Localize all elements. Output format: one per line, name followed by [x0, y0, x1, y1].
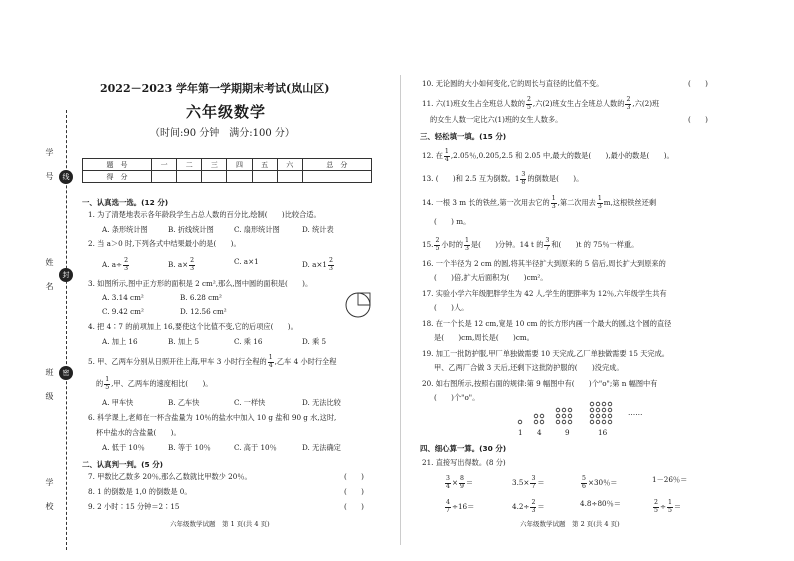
score-table	[82, 158, 372, 183]
score-cell: 二	[177, 159, 202, 171]
score-input-cell[interactable]	[177, 171, 202, 183]
section-4-title: 四、细心算一算。(30 分)	[420, 444, 507, 453]
question-18-line-2: 是( )cm,周长是( )cm。	[434, 333, 534, 342]
calc-7: 4.8÷80％＝	[580, 499, 621, 508]
score-cell: 四	[227, 159, 252, 171]
q9-answer-blank[interactable]: ( )	[344, 502, 364, 511]
exam-title: 2022－2023 学年第一学期期末考试(岚山区)	[100, 82, 330, 95]
q5-option-d: D. 无法比较	[302, 398, 341, 407]
q1-option-c: C. 扇形统计图	[234, 225, 280, 234]
q2-option-a: A. a÷ $\frac{2}{3}$	[102, 257, 129, 272]
q11-answer-blank[interactable]: ( )	[688, 115, 708, 124]
q4-option-b: B. 加上 5	[168, 337, 200, 346]
calc-6: 4.2÷ $\frac{2}{3}$ ＝	[512, 499, 545, 514]
score-input-cell[interactable]	[227, 171, 252, 183]
question-6-line-1: 6. 科学课上,老师在一杯含盐量为 10％的盐水中加入 10 g 盐和 90 g 水,这时,	[88, 413, 337, 422]
q3-option-a: A. 3.14 cm²	[102, 293, 144, 302]
q3-option-d: D. 12.56 cm²	[180, 307, 227, 316]
pattern-label-9: 9	[565, 428, 570, 437]
binding-label-student-number: 学 号	[45, 148, 54, 184]
question-16-line-2: ( )倍,扩大后面积为( )cm²。	[434, 273, 548, 282]
section-2-title: 二、认真判一判。(5 分)	[82, 460, 163, 469]
score-cell: 一	[152, 159, 177, 171]
page-2-footer: 六年级数学试题 第 2 页(共 4 页)	[520, 520, 620, 528]
question-14-line-1: 14. 一根 3 m 长的铁丝,第一次用去它的 $\frac{1}{3}$ ,第二次用去 $\frac{1}{3}$ m,这根铁丝还剩	[422, 195, 657, 210]
pattern-label-4: 4	[537, 428, 542, 437]
binding-label-class: 班 级	[45, 368, 54, 404]
question-14-line-2: ( ) m。	[434, 217, 471, 226]
q4-option-c: C. 乘 16	[234, 337, 263, 346]
score-input-cell[interactable]	[302, 171, 371, 183]
question-20-line-2: ( )个"o"。	[434, 393, 480, 402]
calc-2: 3.5× $\frac{3}{7}$ ＝	[512, 475, 545, 490]
question-3: 3. 如图所示,图中正方形的面积是 2 cm²,那么,图中圆的面积是( )。	[88, 279, 313, 288]
circle-square-figure	[344, 291, 372, 319]
seal-char-seal: 封	[59, 268, 73, 282]
seal-char-line: 线	[59, 170, 73, 184]
q4-option-d: D. 乘 5	[302, 337, 327, 346]
calc-4: 1－26％＝	[652, 475, 688, 484]
question-19-line-1: 19. 加工一批防护服,甲厂单独做需要 10 天完成,乙厂单独做需要 15 天完成。	[422, 349, 669, 358]
question-19-line-2: 甲、乙两厂合做 3 天后,还剩下这批防护服的( )没完成。	[434, 363, 624, 372]
q5-option-c: C. 一样快	[234, 398, 266, 407]
question-17-line-1: 17. 实验小学六年级肥胖学生为 42 人,学生的肥胖率为 12％,六年级学生共有	[422, 289, 667, 298]
question-15: 15. $\frac{2}{5}$ 小时的 $\frac{1}{3}$ 是( )分钟。14 t 的 $\frac{3}{7}$ 和( )t 的 75％一样重。	[422, 237, 639, 252]
question-11-line-1: 11. 六(1)班女生占全班总人数的 $\frac{2}{5}$ ,六(2)班女生占全班总人数的 $\frac{2}{3}$ ,六(2)班	[422, 96, 660, 111]
calc-3: $\frac{5}{6}$ ×30％＝	[582, 475, 618, 490]
q6-option-d: D. 无法确定	[302, 443, 341, 452]
score-table-score-row	[83, 171, 372, 183]
score-input-cell[interactable]	[152, 171, 177, 183]
calc-8: $\frac{2}{5}$ ÷ $\frac{1}{5}$ ＝	[654, 499, 682, 514]
q6-option-b: B. 等于 10％	[168, 443, 211, 452]
question-21: 21. 直接写出得数。(8 分)	[422, 458, 506, 467]
question-20-line-1: 20. 如右图所示,按照右面的规律:第 9 幅图中有( )个"o";第 n 幅图中有	[422, 379, 658, 388]
section-1-title: 一、认真选一选。(12 分)	[82, 198, 169, 207]
q3-option-c: C. 9.42 cm²	[102, 307, 144, 316]
question-1: 1. 为了清楚地表示各年龄段学生占总人数的百分比,绘制( )比较合适。	[88, 210, 321, 219]
question-18-line-1: 18. 在一个长是 12 cm,宽是 10 cm 的长方形内画一个最大的圆,这个圆的直径	[422, 319, 672, 328]
question-12: 12. 在 $\frac{1}{4}$ ,2.05％,0.205,2.5 和 2.05 中,最大的数是( ),最小的数是( )。	[422, 148, 674, 163]
question-10: 10. 无论圆的大小如何变化,它的周长与直径的比值不变。	[422, 79, 604, 88]
q2-option-b: B. a× $\frac{2}{3}$	[168, 257, 195, 272]
q6-option-a: A. 低于 10％	[102, 443, 145, 452]
q4-option-a: A. 加上 16	[102, 337, 138, 346]
question-13: 13. ( )和 2.5 互为倒数。1 $\frac{3}{8}$ 的倒数是( )。	[422, 171, 584, 186]
score-input-cell[interactable]	[277, 171, 302, 183]
q5-option-b: B. 乙车快	[168, 398, 200, 407]
page-divider	[400, 75, 401, 545]
question-17-line-2: ( )人。	[434, 303, 469, 312]
question-2: 2. 当 a＞0 时,下列各式中结果最小的是( )。	[88, 239, 241, 248]
seal-char-secret: 密	[59, 366, 73, 380]
q1-option-d: D. 统计表	[302, 225, 334, 234]
pattern-label-1: 1	[518, 428, 523, 437]
q7-answer-blank[interactable]: ( )	[344, 472, 364, 481]
binding-label-school: 学 校	[45, 478, 54, 514]
question-7: 7. 甲数比乙数多 20％,那么乙数就比甲数少 20％。	[88, 472, 252, 481]
question-4: 4. 把 4∶7 的前项加上 16,要使这个比值不变,它的后项应( )。	[88, 322, 298, 331]
q1-option-b: B. 折线统计图	[168, 225, 214, 234]
q8-answer-blank[interactable]: ( )	[344, 487, 364, 496]
q3-option-b: B. 6.28 cm²	[180, 293, 222, 302]
binding-label-name: 姓 名	[45, 258, 54, 294]
score-input-cell[interactable]	[252, 171, 277, 183]
score-table-header-row	[83, 159, 372, 171]
score-cell: 题 号	[83, 159, 152, 171]
subject-title: 六年级数学	[186, 103, 267, 121]
question-6-line-2: 杯中盐水的含盐量( )。	[96, 428, 181, 437]
score-cell: 得 分	[83, 171, 152, 183]
question-5-line-1: 5. 甲、乙两车分别从日照开往上海,甲车 3 小时行全程的 $\frac{1}{4}$ ,乙车 4 小时行全程	[88, 354, 337, 369]
pattern-ellipsis: ……	[628, 408, 643, 417]
pattern-label-16: 16	[598, 428, 608, 437]
section-3-title: 三、轻松填一填。(15 分)	[420, 132, 507, 141]
question-11-line-2: 的女生人数一定比六(1)班的女生人数多。	[430, 115, 563, 124]
score-cell: 三	[202, 159, 227, 171]
score-cell: 总 分	[302, 159, 371, 171]
question-16-line-1: 16. 一个半径为 2 cm 的圆,将其半径扩大到原来的 5 倍后,周长扩大到原来的	[422, 259, 666, 268]
question-9: 9. 2 小时∶15 分钟＝2∶15	[88, 502, 180, 511]
score-cell: 五	[252, 159, 277, 171]
calc-1: $\frac{3}{4}$ × $\frac{8}{9}$ ＝	[446, 475, 474, 490]
question-8: 8. 1 的倒数是 1,0 的倒数是 0。	[88, 487, 192, 496]
score-cell: 六	[277, 159, 302, 171]
question-5-line-2: 的 $\frac{1}{5}$ ,甲、乙两车的速度相比( )。	[96, 376, 213, 391]
q6-option-c: C. 高于 10％	[234, 443, 277, 452]
q1-option-a: A. 条形统计图	[102, 225, 148, 234]
q2-option-c: C. a×1	[234, 257, 259, 266]
exam-meta: （时间:90 分钟 满分:100 分）	[150, 128, 295, 139]
q2-option-d: D. a×1 $\frac{2}{3}$	[302, 257, 333, 272]
score-input-cell[interactable]	[202, 171, 227, 183]
q10-answer-blank[interactable]: ( )	[688, 79, 708, 88]
dot-pattern-figure	[506, 394, 676, 438]
page-1-footer: 六年级数学试题 第 1 页(共 4 页)	[170, 520, 270, 528]
calc-5: $\frac{4}{7}$ ÷16＝	[446, 499, 475, 514]
q5-option-a: A. 甲车快	[102, 398, 134, 407]
